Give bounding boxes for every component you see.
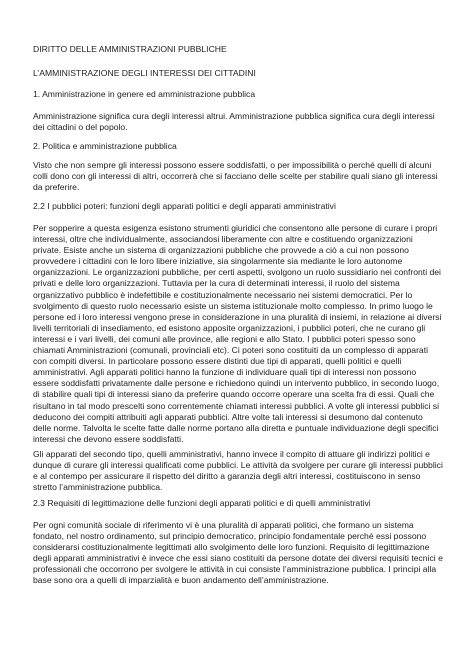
section-paragraph-2-3: Per ogni comunità sociale di riferimento vi è una pluralità di apparati politici, che formano un sistema fondato, nel nostro ordinamento, sul principio democratico, principio fondamentale perché essi possono considerarsi costituzionalmente legittimati allo svolgimento delle loro funzioni. Requisito di legittimazione degli apparati amministrativi è invece che essi siano costituiti da persone dotate dei diversi requisiti tecnici e professionali che occorrono per svolgere le attività in cui consiste l’amministrazione pubblica. I principi alla base sono ora a quelli di imparzialità e buon andamento dell’amministrazione. xyxy=(33,520,443,586)
section-heading-2-3: 2.3 Requisiti di legittimazione delle funzioni degli apparati politici e di quelli amministrativi xyxy=(33,498,371,508)
document-title: DIRITTO DELLE AMMINISTRAZIONI PUBBLICHE xyxy=(33,44,227,54)
section-paragraph-2: Visto che non sempre gli interessi possono essere soddisfatti, o per impossibilità o perché quelli di alcuni colli dono con gli interessi di altri, occorrerà che si facciano delle scelte per stabilire quali siano gli interessi da preferire. xyxy=(33,160,438,193)
section-heading-2: 2. Politica e amministrazione pubblica xyxy=(33,141,177,151)
section-paragraph-2-2-b: Gli apparati del secondo tipo, quelli amministrativi, hanno invece il compito di attuare gli indirizzi politici e dunque di curare gli interessi qualificati come pubblici. Le attività da svolgere per curare gli interessi pubblici e al contempo per assicurare il rispetto del diritto a garanzia degli altri interessi, costituiscono in senso stretto l’amministrazione pubblica. xyxy=(33,449,443,493)
section-paragraph-2-2-a: Per sopperire a questa esigenza esistono strumenti giuridici che consentono alle persone di curare i propri interessi, oltre che individualmente, associandosi liberamente con altre e costituendo organizzazioni private. Esiste anche un sistema di organizzazioni pubbliche che provvede a ciò a cui non possono provvedere i cittadini con le loro libere iniziative, sia singolarmente sia mediante le loro autonome organizzazioni. Le organizzazioni pubbliche, per certi aspetti, svolgono un ruolo sussidiario nei confronti dei privati e delle loro organizzazioni. Tuttavia per la cura di determinati interessi, il ruolo del sistema organizzativo pubblico è indefettibile e costituzionalmente necessario nei sistemi democratici. Per lo svolgimento di questo ruolo necessario esiste un sistema istituzionale molto complesso. In primo luogo le persone ed i loro interessi vengono prese in considerazione in una pluralità di insiemi, in relazione ai diversi livelli territoriali di insediamento, ed esistono apposite organizzazioni, i pubblici poteri, che ne curano gli interessi e i vari livelli, dei comuni alle province, alle regioni e allo Stato. I pubblici poteri spesso sono chiamati Amministrazioni (comunali, provinciali etc). Ci poteri sono costituiti da un complesso di apparati con compiti diversi. In particolare possono essere distinti due tipi di apparati, quelli politici e quelli amministrativi. Agli apparati politici hanno la funzione di individuare quali tipi di interessi non possono essere soddisfatti privatamente dalle persone e richiedono quindi un intervento pubblico, in secondo luogo, di stabilire quali tipi di interessi siano da preferire quando occorre operare una scelta fra di essi. Quali che risultano in tal modo prescelti sono correntemente chiamati interessi pubblici. A volte gli interessi pubblici si deducono dei compiti attribuiti agli apparati pubblici. Altre volte tali interessi si desumono dal contenuto delle norme. Talvolta le scelte fatte dalle norme portano alla diretta e puntuale individuazione degli specifici interessi che devono essere soddisfatti. xyxy=(33,223,442,444)
document-subtitle: L’AMMINISTRAZIONE DEGLI INTERESSI DEI CITTADINI xyxy=(33,68,256,78)
section-heading-1: 1. Amministrazione in genere ed amministrazione pubblica xyxy=(33,89,256,99)
section-paragraph-1: Amministrazione significa cura degli interessi altrui. Amministrazione pubblica significa cura degli interessi dei cittadini o del popolo. xyxy=(33,111,435,133)
section-heading-2-2: 2.2 I pubblici poteri: funzioni degli apparati politici e degli apparati amministrativi xyxy=(33,201,336,211)
